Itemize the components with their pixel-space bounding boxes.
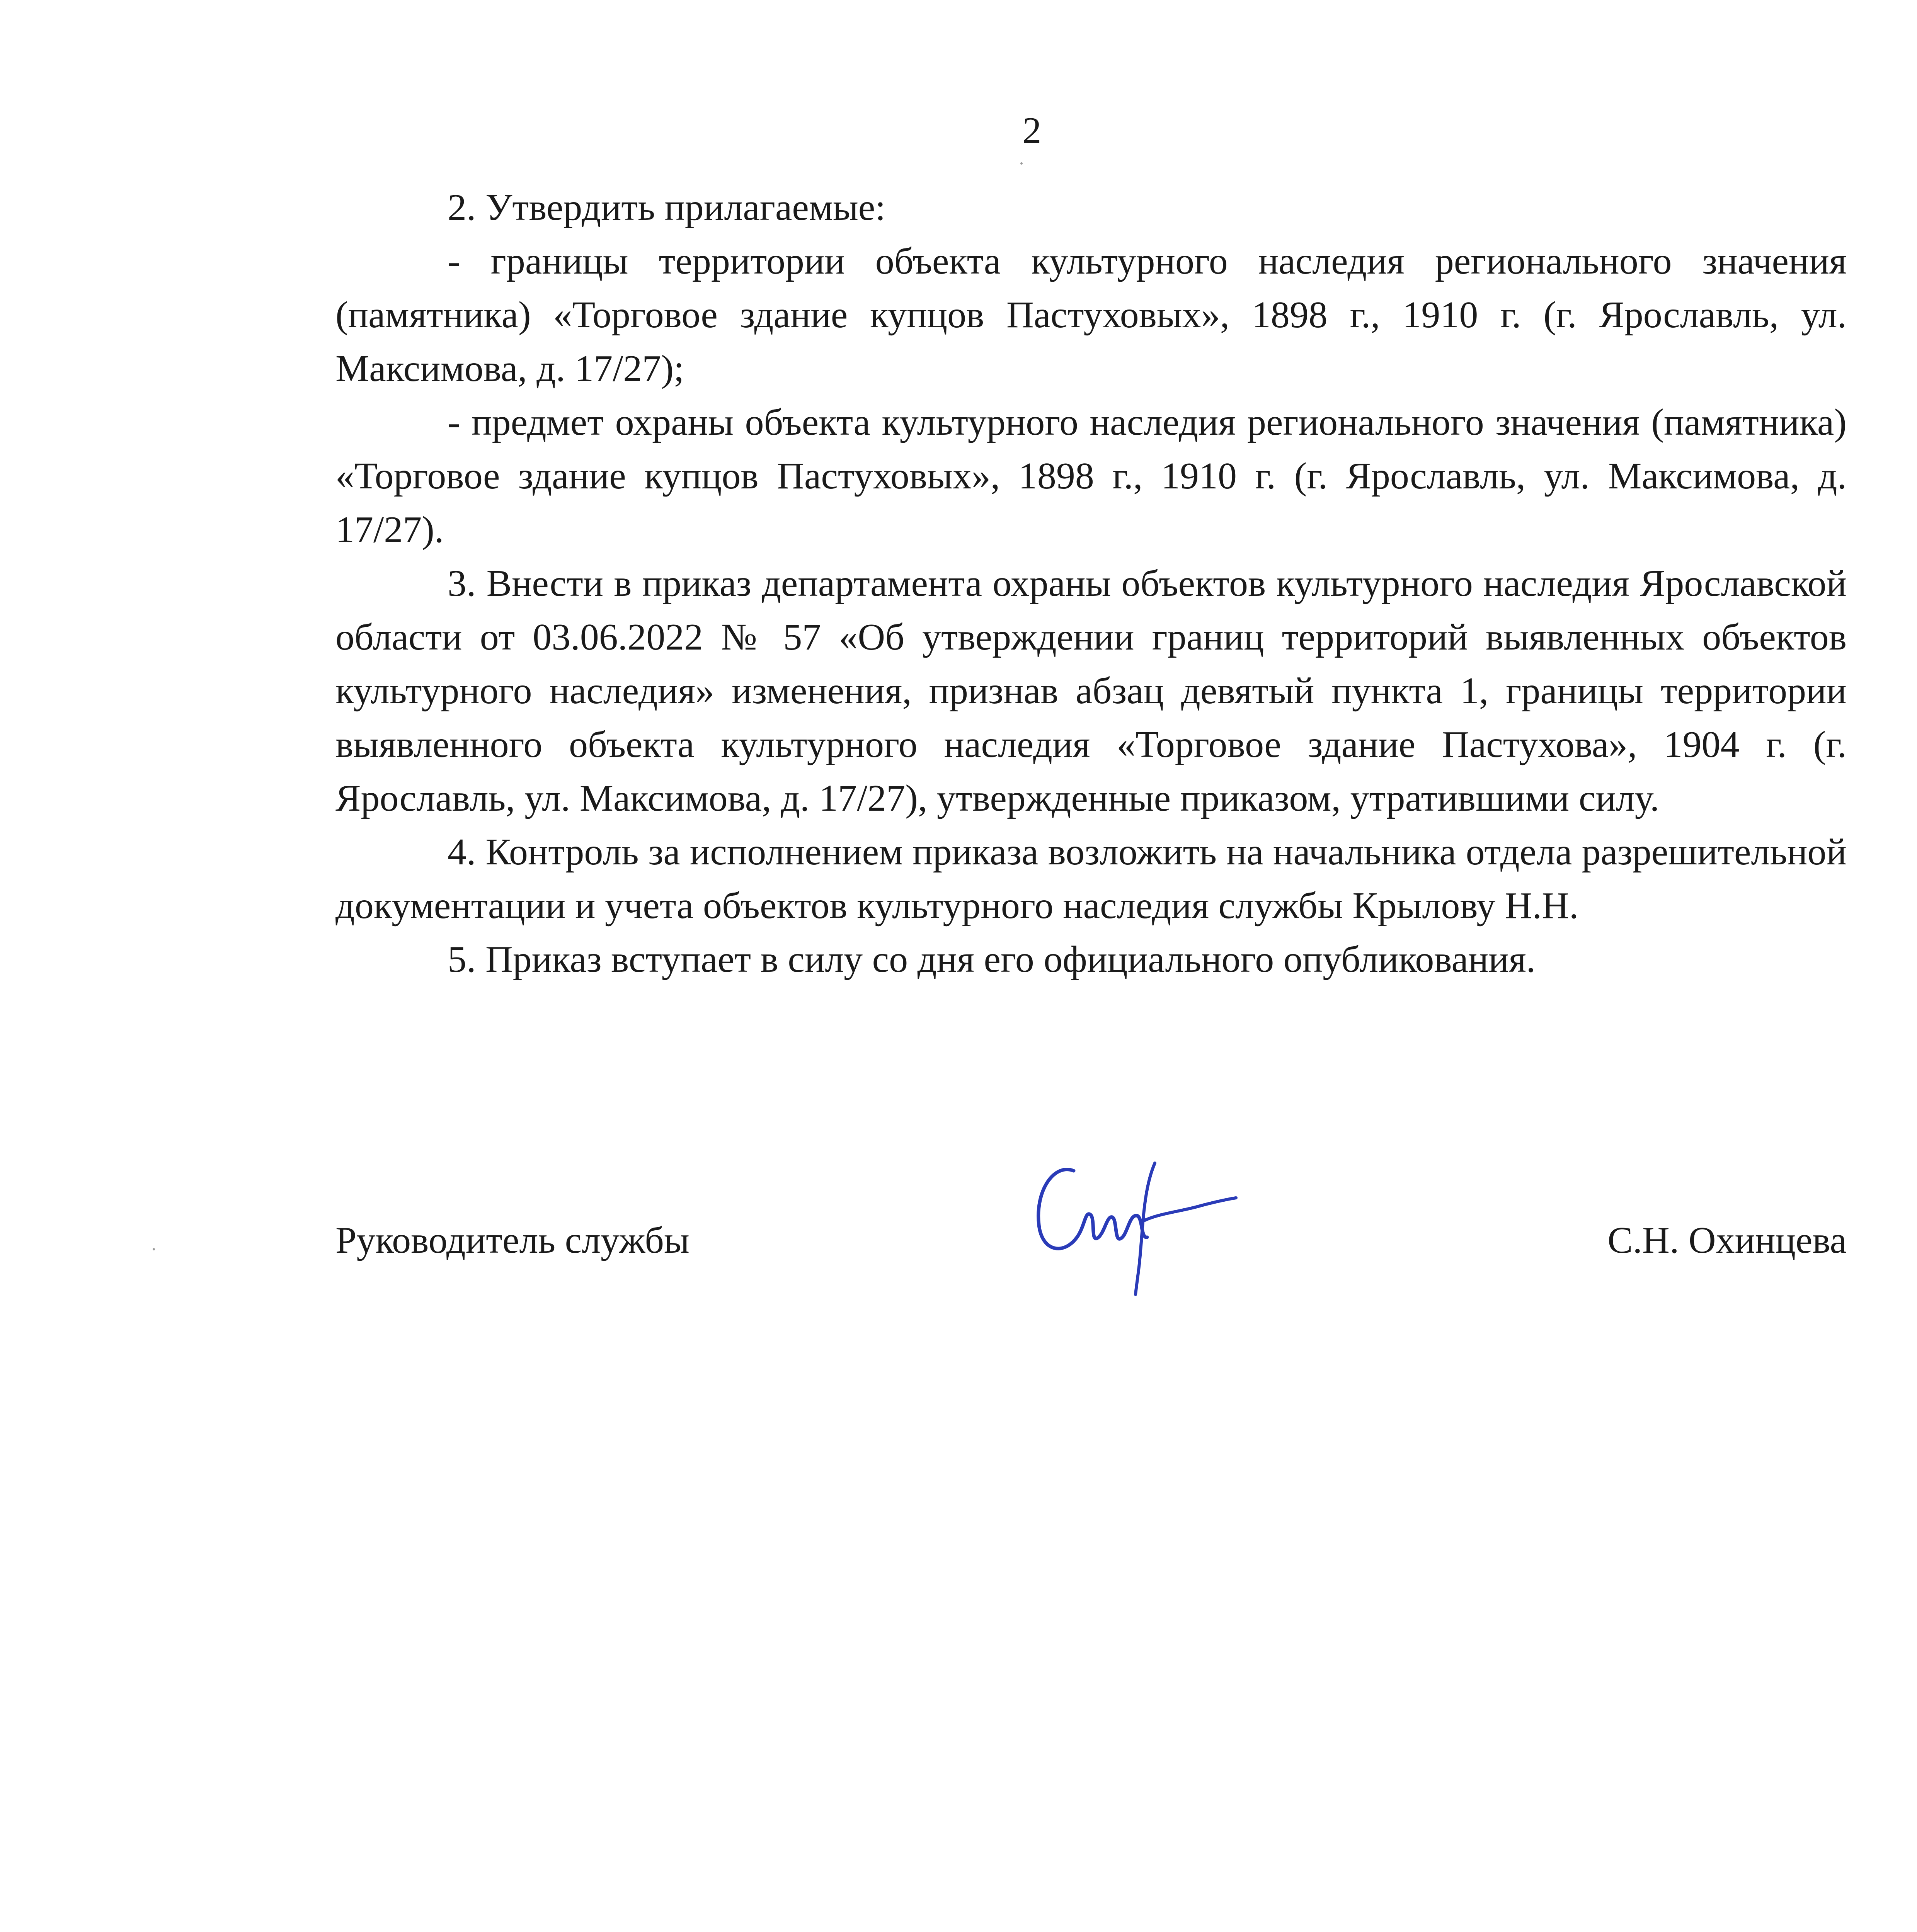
paragraph-amend-order: 3. Внести в приказ департамента охраны объектов культурного наследия Ярославской области от 03.06.2022 № 57 «Об утверждении границ территорий выявленных объектов культурного наследия» изменения, признав абзац девятый пункта 1, границы территории выявленного объекта культурного наследия «Торговое здание Пастухова», 1904 г. (г. Ярославль, ул. Максимова, д. 17/27), утвержденные приказом, утратившими силу. — [335, 563, 1847, 819]
page-number: 2 — [1022, 110, 1042, 151]
paragraph-entry-into-force: 5. Приказ вступает в силу со дня его официального опубликования. — [448, 939, 1536, 980]
signature-block — [335, 1213, 1847, 1306]
handwritten-signature — [1027, 1148, 1244, 1298]
signatory-name: С.Н. Охинцева — [1607, 1219, 1847, 1261]
signatory-position: Руководитель службы — [335, 1219, 690, 1261]
paragraph-approve-protection-subject: - предмет охраны объекта культурного наследия регионального значения (памятника) «Торговое здание купцов Пастуховых», 1898 г., 1910 г. (г. Ярославль, ул. Максимова, д. 17/27). — [335, 401, 1847, 551]
document-body — [335, 181, 1847, 986]
scan-speck — [1020, 162, 1023, 165]
paragraph-control: 4. Контроль за исполнением приказа возложить на начальника отдела разрешительной документации и учета объектов культурного наследия службы Крылову Н.Н. — [335, 831, 1847, 927]
scan-speck — [153, 1248, 155, 1250]
paragraph-approve-heading: 2. Утвердить прилагаемые: — [448, 187, 886, 228]
paragraph-approve-boundaries: - границы территории объекта культурного наследия регионального значения (памятника) «Торговое здание купцов Пастуховых», 1898 г., 1910 г. (г. Ярославль, ул. Максимова, д. 17/27); — [335, 240, 1847, 389]
